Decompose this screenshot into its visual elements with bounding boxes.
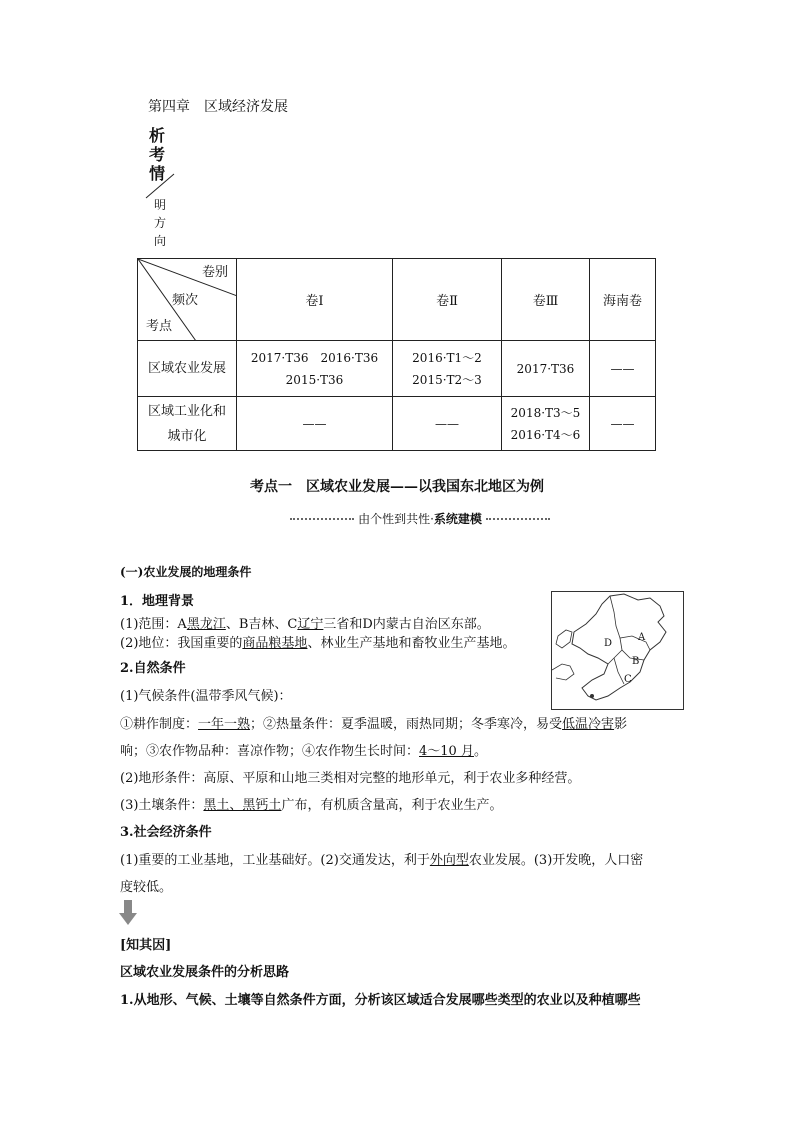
subtitle-bar xyxy=(286,510,554,527)
dotted-divider-right xyxy=(486,518,550,520)
table-cell: —— xyxy=(590,397,656,451)
table-cell: —— xyxy=(393,397,502,451)
text-socioeconomic-1: (1)重要的工业基地，工业基础好。(2)交通发达，利于外向型农业发展。(3)开发晚，人口密 xyxy=(120,853,644,868)
row-label: 区域农业发展 xyxy=(138,341,237,397)
corner-label-top: 卷别 xyxy=(202,265,229,280)
heading-natural-conditions: 2.自然条件 xyxy=(120,661,186,676)
text-scope: (1)范围：A黑龙江、B吉林、C辽宁三省和D内蒙古自治区东部。 xyxy=(120,617,490,632)
corner-label-bottom: 考点 xyxy=(146,319,173,334)
table-row xyxy=(138,397,656,451)
table-cell: —— xyxy=(237,397,393,451)
header-juan-2: 卷Ⅱ xyxy=(393,259,502,341)
text-status: (2)地位：我国重要的商品粮基地、林业生产基地和畜牧业生产基地。 xyxy=(120,636,516,651)
map-label-d: D xyxy=(604,638,613,649)
dotted-divider-left xyxy=(290,518,354,520)
table-cell: 2018·T3～5 2016·T4～6 xyxy=(502,397,590,451)
table-cell: 2017·T36 2016·T36 2015·T36 xyxy=(237,341,393,397)
row-label: 区域工业化和 城市化 xyxy=(138,397,237,451)
text-soil: (3)土壤条件：黑土、黑钙土广布，有机质含量高，利于农业生产。 xyxy=(120,798,503,813)
heading-socioeconomic: 3.社会经济条件 xyxy=(120,825,212,840)
corner-label-middle: 频次 xyxy=(172,293,199,308)
text-analysis-1: 1.从地形、气候、土壤等自然条件方面，分析该区域适合发展哪些类型的农业以及种植哪些 xyxy=(120,993,641,1008)
table-row xyxy=(138,341,656,397)
map-label-b: B xyxy=(632,656,640,667)
table-corner-cell xyxy=(138,259,237,341)
map-label-a: A xyxy=(638,632,646,643)
down-arrow-icon xyxy=(119,900,137,926)
header-juan-3: 卷Ⅲ xyxy=(502,259,590,341)
text-terrain: (2)地形条件：高原、平原和山地三类相对完整的地形单元，利于农业多种经营。 xyxy=(120,771,581,786)
heading-analysis-approach: 区域农业发展条件的分析思路 xyxy=(120,965,290,980)
header-juan-1: 卷Ⅰ xyxy=(237,259,393,341)
table-cell: —— xyxy=(590,341,656,397)
chapter-title: 第四章 区域经济发展 xyxy=(148,99,288,115)
northeast-china-map xyxy=(551,591,684,710)
header-hainan: 海南卷 xyxy=(590,259,656,341)
heading-geo-background: 1．地理背景 xyxy=(120,594,195,609)
section-title: 考点一 区域农业发展——以我国东北地区为例 xyxy=(250,479,544,495)
text-crop-types: 响；③农作物品种：喜凉作物；④农作物生长时间：4～10 月。 xyxy=(120,744,487,759)
exam-frequency-table xyxy=(137,258,656,451)
text-farming-system: ①耕作制度：一年一熟；②热量条件：夏季温暖，雨热同期；冬季寒冷，易受低温冷害影 xyxy=(120,717,628,732)
subtitle-text: 由个性到共性·系统建模 xyxy=(358,512,482,526)
side-label-main: 析 考 情 xyxy=(148,126,165,183)
heading-know-cause: [知其因] xyxy=(120,938,172,953)
text-climate: (1)气候条件(温带季风气候)： xyxy=(120,689,292,704)
table-cell: 2016·T1～2 2015·T2～3 xyxy=(393,341,502,397)
map-outline xyxy=(552,592,683,709)
table-cell: 2017·T36 xyxy=(502,341,590,397)
side-label-sub: 明 方 向 xyxy=(153,198,166,248)
map-label-c: C xyxy=(624,674,632,685)
heading-agri-conditions: (一)农业发展的地理条件 xyxy=(120,565,252,579)
text-socioeconomic-2: 度较低。 xyxy=(120,880,173,895)
